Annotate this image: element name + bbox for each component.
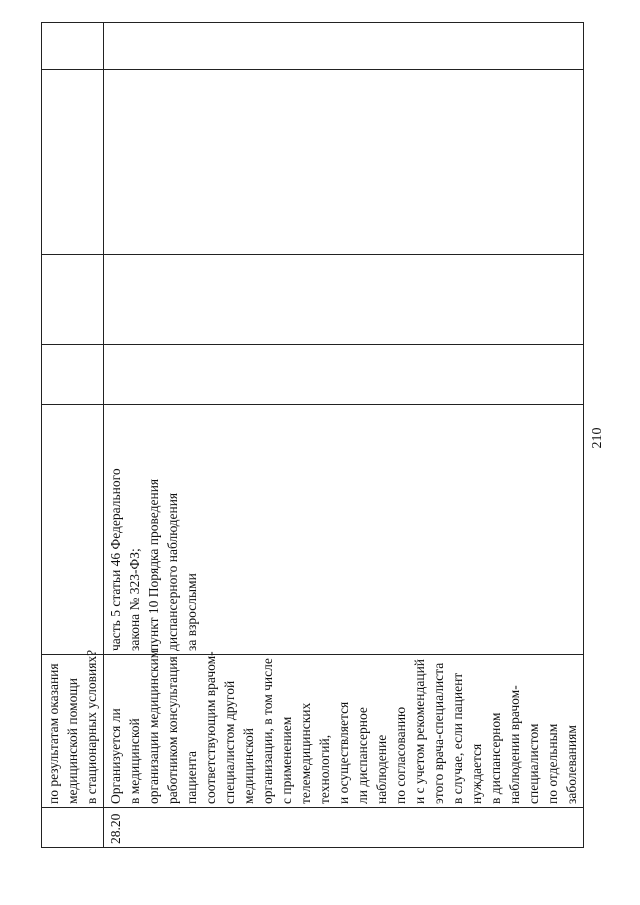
- question-line: медицинской помощи: [65, 678, 80, 804]
- reference-line: пункт 10 Порядка проведения: [146, 478, 161, 651]
- checklist-table: [41, 22, 584, 848]
- table-row: [104, 23, 584, 848]
- page-number: 210: [590, 427, 605, 449]
- document-sheet: [41, 23, 579, 848]
- answer-yes-cell: [104, 345, 584, 405]
- question-cell: [104, 649, 584, 808]
- answer-no-cell: [104, 255, 584, 345]
- notes-cell: [42, 23, 104, 70]
- reference-cell: [42, 405, 104, 655]
- reference-line: за взрослыми: [184, 573, 199, 651]
- question-line: в диспансерном: [488, 712, 503, 804]
- question-line: по результатам оказания: [46, 663, 61, 804]
- reference-line: часть 5 статьи 46 Федерального: [108, 468, 123, 651]
- question-line: соответствующим врачом-: [203, 651, 218, 804]
- question-line: по согласованию: [393, 706, 408, 804]
- reference-line: диспансерного наблюдения: [165, 492, 180, 651]
- question-line: организации, в том числе: [260, 658, 275, 804]
- question-line: организации медицинским: [146, 649, 161, 804]
- row-number-cell: [42, 808, 104, 848]
- reference-cell: [104, 405, 584, 655]
- question-line: специалистом другой: [222, 680, 237, 804]
- question-line: наблюдение: [374, 734, 389, 804]
- notes-cell: [104, 23, 584, 70]
- question-line: ли диспансерное: [355, 707, 370, 804]
- answer-na-cell: [104, 70, 584, 255]
- question-line: работником консультация: [165, 656, 180, 804]
- rotated-table-wrapper: [41, 23, 579, 848]
- question-line: пациента: [184, 751, 199, 804]
- table-row: [42, 23, 104, 848]
- question-line: медицинской: [241, 728, 256, 804]
- question-cell: [42, 649, 104, 808]
- question-line: и с учетом рекомендаций: [412, 658, 427, 804]
- question-line: в стационарных условиях?: [84, 649, 99, 804]
- question-line: в случае, если пациент: [450, 672, 465, 804]
- answer-no-cell: [42, 255, 104, 345]
- question-line: в медицинской: [127, 718, 142, 804]
- question-line: заболеваниям: [564, 725, 579, 804]
- row-number-cell: 28.20: [104, 808, 584, 848]
- question-line: нуждается: [469, 743, 484, 804]
- question-line: телемедицинских: [298, 702, 313, 804]
- question-line: и осуществляется: [336, 701, 351, 804]
- question-line: наблюдении врачом-: [507, 685, 522, 804]
- answer-yes-cell: [42, 345, 104, 405]
- question-line: специалистом: [526, 723, 541, 804]
- question-line: с применением: [279, 716, 294, 804]
- question-line: по отдельным: [545, 723, 560, 804]
- answer-na-cell: [42, 70, 104, 255]
- question-line: Организуется ли: [108, 708, 123, 804]
- reference-line: закона № 323-ФЗ;: [127, 548, 142, 651]
- question-line: технологий,: [317, 734, 332, 804]
- question-line: этого врача-специалиста: [431, 662, 446, 804]
